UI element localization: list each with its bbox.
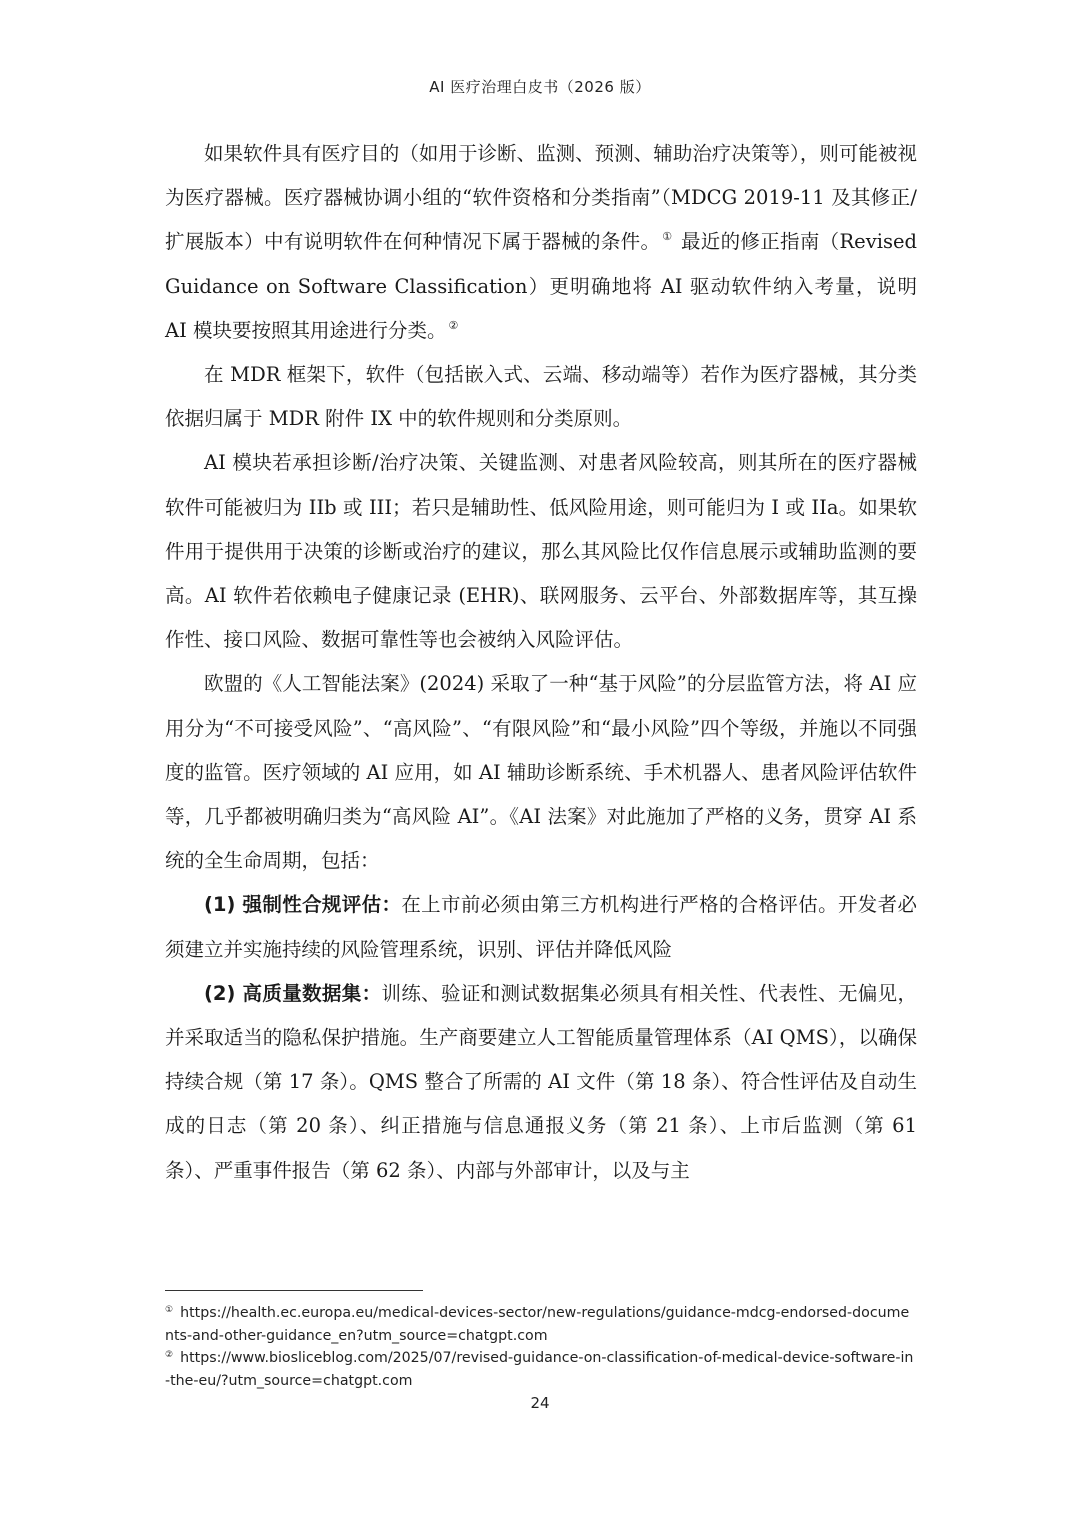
- paragraph-eu-ai-act: 欧盟的《人工智能法案》(2024) 采取了一种“基于风险”的分层监管方法，将 AI 应用分为“不可接受风险”、“高风险”、“有限风险”和“最小风险”四个等级，并施以不同强度的监管。医疗领域的 AI 应用，如 AI 辅助诊断系统、手术机器人、患者风险评估软件等，几乎都被明确归类为“高风险 AI”。《AI 法案》对此施加了严格的义务，贯穿 AI 系统的全生命周期，包括：: [165, 672, 917, 873]
- running-header: AI 医疗治理白皮书（2026 版）: [429, 78, 651, 96]
- footnote-link[interactable]: https://www.biosliceblog.com/2025/07/revised-guidance-on-classification-of-medical-device-software-in-the-eu/?utm_source=chatgpt.com: [165, 1350, 914, 1389]
- list-item-heading: (1) 强制性合规评估：: [204, 893, 402, 917]
- footnote-ref-1[interactable]: ①: [662, 230, 673, 244]
- paragraph-text: 最近的修正指南（Revised Guidance on Software Classification）更明确地将 AI 驱动软件纳入考量，说明 AI 模块要按照其用途进行分类。: [165, 230, 917, 342]
- paragraph-software-qualification: [165, 132, 917, 353]
- page-number: 24: [530, 1394, 550, 1412]
- paragraph-ai-module-risk: AI 模块若承担诊断/治疗决策、关键监测、对患者风险较高，则其所在的医疗器械软件可能被归为 IIb 或 III；若只是辅助性、低风险用途，则可能归为 I 或 IIa。如果软件用于提供用于决策的诊断或治疗的建议，那么其风险比仅作信息展示或辅助监测的要高。AI 软件若依赖电子健康记录 (EHR)、联网服务、云平台、外部数据库等，其互操作性、接口风险、数据可靠性等也会被纳入风险评估。: [165, 451, 917, 652]
- footnotes: [165, 1302, 917, 1392]
- footnote-link[interactable]: https://health.ec.europa.eu/medical-devices-sector/new-regulations/guidance-mdcg-endorsed-documents-and-other-guidance_en?utm_source=chatgpt.com: [165, 1305, 910, 1344]
- list-item-heading: (2) 高质量数据集：: [204, 981, 382, 1005]
- footnote-mark: ②: [165, 1350, 174, 1360]
- footnote-ref-2[interactable]: ②: [448, 318, 459, 332]
- paragraph-mdr-framework: 在 MDR 框架下，软件（包括嵌入式、云端、移动端等）若作为医疗器械，其分类依据归属于 MDR 附件 IX 中的软件规则和分类原则。: [165, 363, 917, 431]
- body-text: [165, 132, 917, 1193]
- list-item-text: 训练、验证和测试数据集必须具有相关性、代表性、无偏见，并采取适当的隐私保护措施。生产商要建立人工智能质量管理体系（AI QMS），以确保持续合规（第 17 条）。QMS 整合了所需的 AI 文件（第 18 条）、符合性评估及自动生成的日志（第 20 条）、纠正措施与信息通报义务（第 21 条）、上市后监测（第 61 条）、严重事件报告（第 62 条）、内部与外部审计，以及与主: [165, 981, 917, 1182]
- list-item-quality-datasets: [165, 972, 917, 1193]
- list-item-text: 在上市前必须由第三方机构进行严格的合格评估。开发者必须建立并实施持续的风险管理系统，识别、评估并降低风险: [165, 893, 917, 961]
- footnote-2: [165, 1347, 917, 1392]
- paragraph-text: 如果软件具有医疗目的（如用于诊断、监测、预测、辅助治疗决策等），则可能被视为医疗器械。医疗器械协调小组的“软件资格和分类指南”（MDCG 2019-11 及其修正/扩展版本）中有说明软件在何种情况下属于器械的条件。: [165, 142, 917, 254]
- footnote-mark: ①: [165, 1305, 174, 1315]
- footnote-1: [165, 1302, 917, 1347]
- footnote-divider: [165, 1290, 423, 1291]
- list-item-compliance-assessment: [165, 883, 917, 971]
